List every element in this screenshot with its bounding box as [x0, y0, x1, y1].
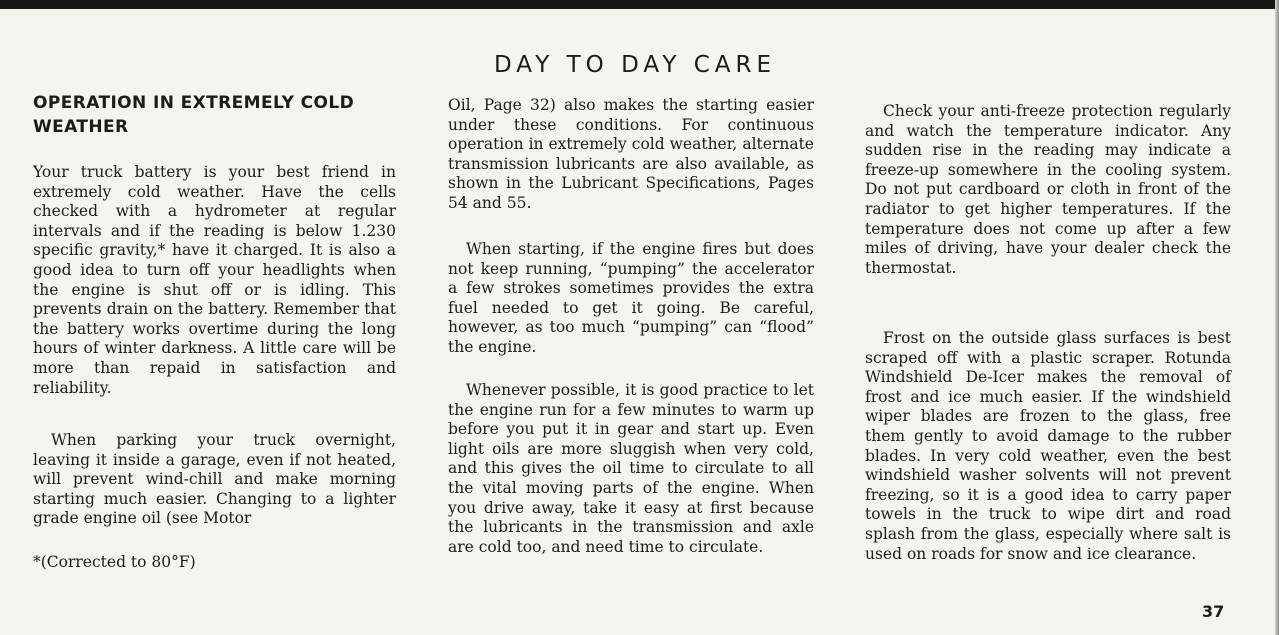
footnote: *(Corrected to 80°F) [33, 553, 196, 571]
page-edge-shadow [1275, 0, 1279, 635]
paragraph-anti-freeze: Check your anti-freeze protection regularly and watch the temperature indicator. Any sudden rise in the reading may indicate a freeze-up somewhere in the cooling system. Do not put cardboard or cloth in front of the radiator to get higher temperatures. If the temperature does not come up after a few miles of driving, have your dealer check the thermostat. [865, 102, 1231, 277]
paragraph-starting-pumping: When starting, if the engine fires but does not keep running, “pumping” the accelerator a few strokes sometimes provides the extra fuel needed to get it going. Be careful, however, as too much “pumping” can “flood” the engine. [448, 240, 814, 356]
paragraph-oil-lubricants: Oil, Page 32) also makes the starting easier under these conditions. For continuous operation in extremely cold weather, alternate transmission lubricants are also available, as shown in the Lubricant Specifications, Pages 54 and 55. [448, 96, 814, 212]
paragraph-overnight-parking: When parking your truck overnight, leaving it inside a garage, even if not heated, will prevent wind-chill and make morning starting much easier. Changing to a lighter grade engine oil (see Motor [33, 431, 396, 528]
paragraph-frost-removal: Frost on the outside glass surfaces is best scraped off with a plastic scraper. Rotunda Windshield De-Icer makes the removal of frost and ice much easier. If the windshield wiper blades are frozen to the glass, free them gently to avoid damage to the rubber blades. In very cold weather, even the best windshield washer solvents will not prevent freezing, so it is a good idea to carry paper towels in the truck to wipe dirt and road splash from the glass, especially where salt is used on roads for snow and ice clearance. [865, 329, 1231, 563]
page-title: DAY TO DAY CARE [494, 52, 776, 78]
section-heading: OPERATION IN EXTREMELY COLD WEATHER [33, 93, 355, 137]
top-border-rule [0, 0, 1279, 9]
paragraph-battery-care: Your truck battery is your best friend in extremely cold weather. Have the cells checked with a hydrometer at regular intervals and if the reading is below 1.230 specific gravity,* have it charged. It is also a good idea to turn off your headlights when the engine is shut off or is idling. This prevents drain on the battery. Remember that the battery works overtime during the long hours of winter darkness. A little care will be more than repaid in satisfaction and reliability. [33, 163, 396, 397]
paragraph-warm-up: Whenever possible, it is good practice to let the engine run for a few minutes to warm up before you put it in gear and start up. Even light oils are more sluggish when very cold, and this gives the oil time to circulate to all the vital moving parts of the engine. When you drive away, take it easy at first because the lubricants in the transmission and axle are cold too, and need time to circulate. [448, 381, 814, 556]
page-number: 37 [1202, 602, 1225, 621]
